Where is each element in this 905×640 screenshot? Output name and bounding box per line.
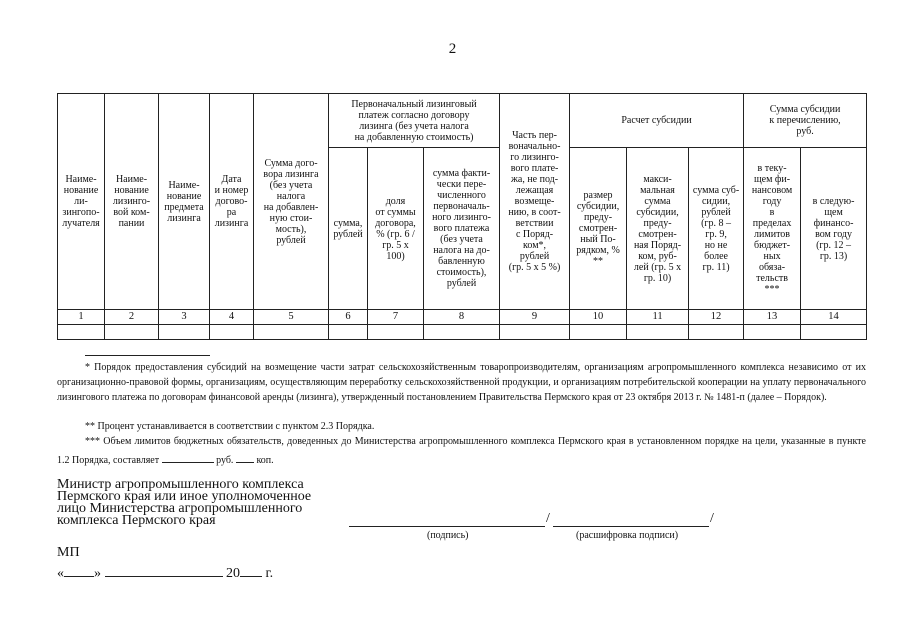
column-number: 14: [801, 310, 867, 325]
decoding-caption: (расшифровка подписи): [576, 530, 679, 541]
header-current-year: в теку- щем фи- нансовом году в пределах лимитов бюджет- ных обяза- тельств ***: [744, 148, 801, 310]
signature-decoding-slash: /: [710, 511, 714, 526]
header-initial-payment-sum: сумма, рублей: [329, 148, 368, 310]
table-cell[interactable]: [159, 325, 210, 340]
table-cell[interactable]: [570, 325, 627, 340]
signature-decoding-line[interactable]: [553, 512, 709, 527]
table-cell[interactable]: [744, 325, 801, 340]
column-number: 8: [424, 310, 500, 325]
header-leasing-subject: Наиме- нование предмета лизинга: [159, 94, 210, 310]
table-cell[interactable]: [105, 325, 159, 340]
footnote-3-text: *** Объем лимитов бюджетных обязательств, доведенных до Министерства агропромышленного комплекса Пермского края в установленном порядке на цели, указанные в пункте 1.2 Порядка, составляет: [57, 436, 866, 466]
rub-label: руб.: [216, 455, 234, 466]
table-cell[interactable]: [210, 325, 254, 340]
table-cell[interactable]: [500, 325, 570, 340]
footnote-divider: [85, 355, 210, 356]
table-cell[interactable]: [424, 325, 500, 340]
table-cell[interactable]: [689, 325, 744, 340]
date-line: [57, 563, 273, 582]
stamp-place: МП: [57, 545, 80, 560]
table-cell[interactable]: [329, 325, 368, 340]
signature-caption: (подпись): [427, 530, 469, 541]
table-cell[interactable]: [627, 325, 689, 340]
limit-kop-blank[interactable]: [236, 449, 254, 463]
month-blank[interactable]: [105, 563, 223, 577]
column-number: 1: [58, 310, 105, 325]
kop-label: коп.: [256, 455, 274, 466]
footnote-2: ** Процент устанавливается в соответствии с пунктом 2.3 Порядка.: [85, 421, 375, 432]
limit-rub-blank[interactable]: [162, 449, 214, 463]
column-number: 9: [500, 310, 570, 325]
header-non-reimbursable-part: Часть пер- воначально- го лизинго- вого плате- жа, не под- лежащая возмеще- нию, в соот- ветствии с Поряд- ком*, рублей (гр. 5 х 5 %): [500, 94, 570, 310]
header-actual-payment-sum: сумма факти- чески пере- численного первоначаль- ного лизинго- вого платежа (без учета налога на до- бавленную стоимость), рублей: [424, 148, 500, 310]
header-next-year: в следую- щем финансо- вом году (гр. 12 – гр. 13): [801, 148, 867, 310]
year-blank[interactable]: [240, 563, 262, 577]
column-number: 5: [254, 310, 329, 325]
column-number: 10: [570, 310, 627, 325]
table-cell[interactable]: [368, 325, 424, 340]
column-number: 11: [627, 310, 689, 325]
header-initial-payment-group: Первоначальный лизинговый платеж согласно договору лизинга (без учета налога на добавленную стоимость): [329, 94, 500, 148]
header-subsidy-sum: сумма суб- сидии, рублей (гр. 8 – гр. 9, но не более гр. 11): [689, 148, 744, 310]
column-number: 4: [210, 310, 254, 325]
column-number: 2: [105, 310, 159, 325]
subsidy-table: [57, 93, 867, 340]
year-suffix: г.: [265, 566, 274, 581]
column-number: 7: [368, 310, 424, 325]
year-prefix: 20: [226, 566, 240, 581]
minister-title: Министр агропромышленного комплекса Пермского края или иное уполномоченное лицо Министерства агропромышленного комплекса Пермского края: [57, 477, 312, 528]
header-recipient-name: Наиме- нование ли- зингопо- лучателя: [58, 94, 105, 310]
column-number: 3: [159, 310, 210, 325]
footnote-1: * Порядок предоставления субсидий на возмещение части затрат сельскохозяйственным товаропроизводителям, организациям агропромышленного комплекса независимо от их организационно-правовой формы, организациям, осуществляющим переработку сельскохозяйственной продукции, и организациям потребительской кооперации на уплату первоначального лизингового платежа по договорам финансовой аренды (лизинга), утвержденный постановлением Правительства Пермского края от 23 октября 2013 г. № 1481-п (далее – Порядок).: [57, 362, 866, 403]
footnote-3: [57, 434, 866, 468]
signature-line[interactable]: [349, 512, 545, 527]
table-cell[interactable]: [58, 325, 105, 340]
day-blank[interactable]: [64, 563, 94, 577]
column-number: 13: [744, 310, 801, 325]
table-row: [58, 325, 867, 340]
page-number: 2: [448, 41, 457, 57]
header-max-subsidy: макси- мальная сумма субсидии, преду- смотрен- ная Поряд- ком, руб- лей (гр. 5 х гр. 10): [627, 148, 689, 310]
header-initial-payment-share: доля от суммы договора, % (гр. 6 / гр. 5 х 100): [368, 148, 424, 310]
column-number: 6: [329, 310, 368, 325]
signature-slash: /: [546, 511, 550, 526]
header-subsidy-rate: размер субсидии, преду- смотрен- ный По- рядком, % **: [570, 148, 627, 310]
table-cell[interactable]: [801, 325, 867, 340]
header-subsidy-calc-group: Расчет субсидии: [570, 94, 744, 148]
table-cell[interactable]: [254, 325, 329, 340]
date-open-quote: «: [57, 566, 64, 581]
header-transfer-group: Сумма субсидии к перечислению, руб.: [744, 94, 867, 148]
date-close-quote: »: [94, 566, 101, 581]
header-leasing-company: Наиме- нование лизинго- вой ком- пании: [105, 94, 159, 310]
header-contract-sum: Сумма дого- вора лизинга (без учета налога на добавлен- ную стои- мость), рублей: [254, 94, 329, 310]
column-number: 12: [689, 310, 744, 325]
header-contract-date: Дата и номер догово- ра лизинга: [210, 94, 254, 310]
